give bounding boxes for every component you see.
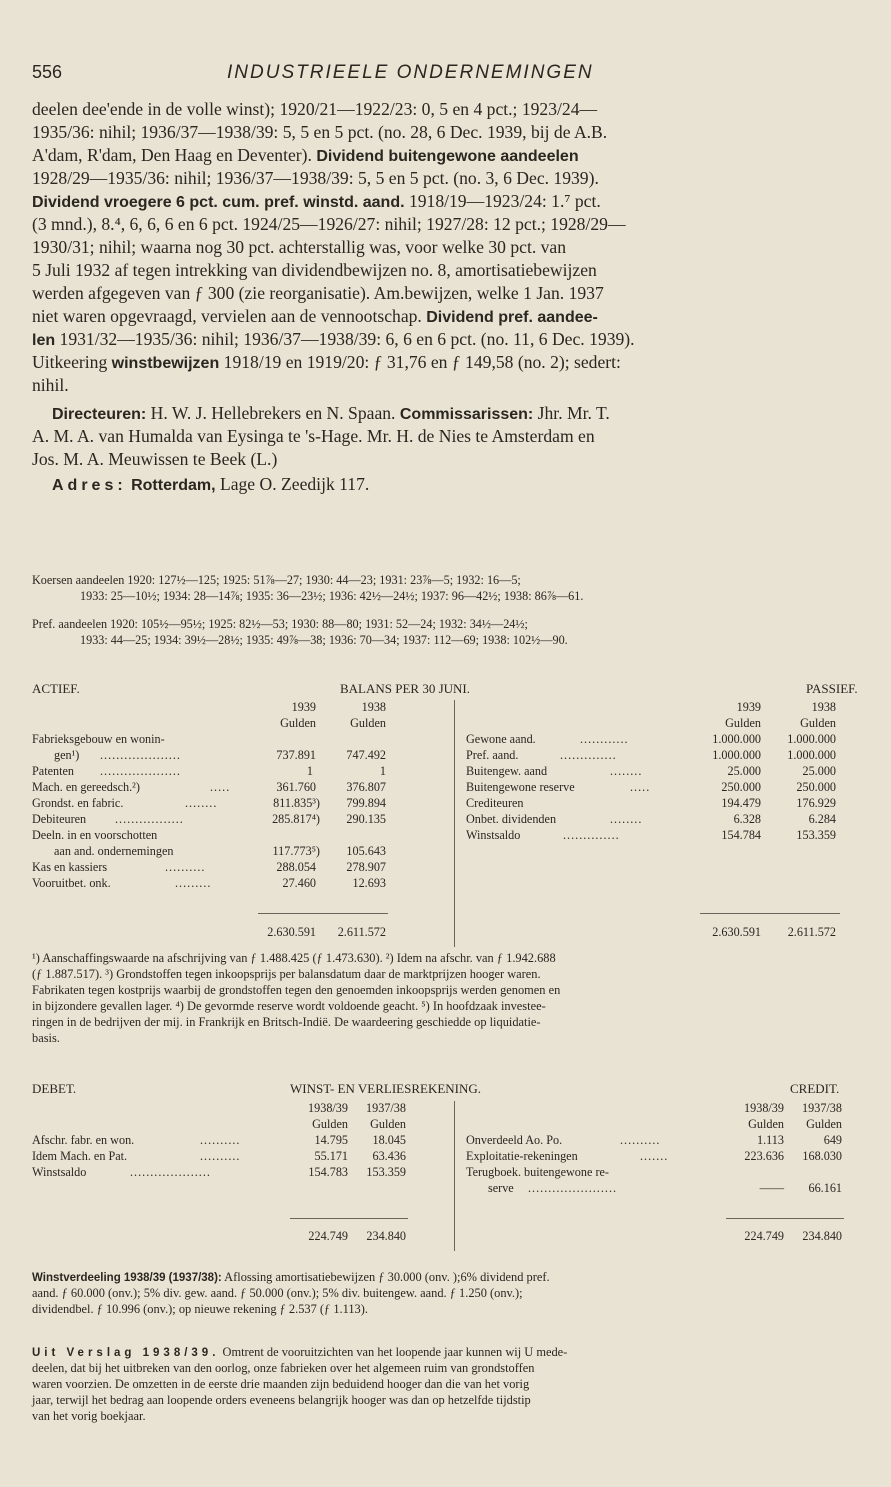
running-title: INDUSTRIEELE ONDERNEMINGEN bbox=[227, 62, 594, 83]
asset-value: 747.492 bbox=[346, 748, 386, 762]
total-value: 2.611.572 bbox=[337, 925, 386, 939]
credit-label: Onverdeeld Ao. Po. bbox=[466, 1133, 563, 1147]
unit-col: Gulden bbox=[748, 1117, 784, 1131]
liability-value: 6.328 bbox=[733, 812, 761, 826]
asset-value: 811.835³) bbox=[273, 796, 320, 810]
text-line: len 1931/32—1935/36: nihil; 1936/37—1938/39: 6, 6 en 6 pct. (no. 11, 6 Dec. 1939). bbox=[32, 329, 635, 349]
credit-value: 223.636 bbox=[744, 1149, 784, 1163]
asset-value: 376.807 bbox=[346, 780, 386, 794]
debit-value: 14.795 bbox=[314, 1133, 348, 1147]
unit-col: Gulden bbox=[725, 716, 761, 730]
liability-value: 25.000 bbox=[727, 764, 761, 778]
year-col: 1939 bbox=[736, 700, 761, 714]
credit-label: serve bbox=[488, 1181, 514, 1195]
winstverdeeling-line: dividendbel. ƒ 10.996 (onv.); op nieuwe rekening ƒ 2.537 (ƒ 1.113). bbox=[32, 1302, 368, 1316]
footnote-line: ringen in de bedrijven der mij. in Frankrijk en Britsch-Indië. De waardeering geschiedde op liquidatie- bbox=[32, 1015, 541, 1029]
liability-value: 1.000.000 bbox=[787, 748, 836, 762]
text-line: A'dam, R'dam, Den Haag en Deventer). Dividend buitengewone aandeelen bbox=[32, 145, 579, 165]
total-rule bbox=[700, 913, 840, 914]
koersen-line: 1933: 44—25; 1934: 39½—28½; 1935: 49⅞—38; 1936: 70—34; 1937: 112—69; 1938: 102½—90. bbox=[80, 633, 568, 647]
liability-value: 6.284 bbox=[808, 812, 836, 826]
credit-value: 649 bbox=[823, 1133, 842, 1147]
text-line: Uitkeering winstbewijzen 1918/19 en 1919/20: ƒ 31,76 en ƒ 149,58 (no. 2); sedert: bbox=[32, 352, 621, 372]
address-line: Adres: Rotterdam, Lage O. Zeedijk 117. bbox=[52, 474, 370, 494]
credit-value: 66.161 bbox=[808, 1181, 842, 1195]
page-header bbox=[32, 62, 859, 88]
liability-label: Crediteuren bbox=[466, 796, 524, 810]
liability-label: Buitengewone reserve bbox=[466, 780, 575, 794]
year-col: 1938/39 bbox=[308, 1101, 348, 1115]
total-value: 2.611.572 bbox=[787, 925, 836, 939]
text-line: Jos. M. A. Meuwissen te Beek (L.) bbox=[32, 449, 278, 469]
text-line: deelen dee'ende in de volle winst); 1920/21—1922/23: 0, 5 en 4 pct.; 1923/24— bbox=[32, 99, 598, 119]
asset-value: 737.891 bbox=[276, 748, 316, 762]
text-line: 5 Juli 1932 af tegen intrekking van dividendbewijzen no. 8, amortisatiebewijzen bbox=[32, 260, 597, 280]
total-rule bbox=[290, 1218, 408, 1219]
liability-value: 1.000.000 bbox=[712, 748, 761, 762]
debit-value: 63.436 bbox=[372, 1149, 406, 1163]
text-line: niet waren opgevraagd, vervielen aan de vennootschap. Dividend pref. aandee- bbox=[32, 306, 598, 326]
asset-label: Deeln. in en voorschotten bbox=[32, 828, 158, 842]
liability-value: 1.000.000 bbox=[712, 732, 761, 746]
total-value: 234.840 bbox=[366, 1229, 406, 1243]
asset-value: 288.054 bbox=[276, 860, 316, 874]
year-col: 1938/39 bbox=[744, 1101, 784, 1115]
asset-label: gen¹) bbox=[54, 748, 80, 762]
koersen-line: 1933: 25—10½; 1934: 28—14⅞; 1935: 36—23½; 1936: 42½—24½; 1937: 96—42½; 1938: 86⅞—61. bbox=[80, 589, 584, 603]
footnote-line: basis. bbox=[32, 1031, 60, 1045]
total-value: 2.630.591 bbox=[267, 925, 316, 939]
year-col: 1938 bbox=[361, 700, 386, 714]
asset-value: 1 bbox=[306, 764, 313, 778]
year-col: 1939 bbox=[291, 700, 316, 714]
asset-value: 799.894 bbox=[346, 796, 386, 810]
asset-value: 361.760 bbox=[276, 780, 316, 794]
unit-col: Gulden bbox=[806, 1117, 842, 1131]
text-line: (3 mnd.), 8.⁴, 6, 6, 6 en 6 pct. 1924/25—1926/27: nihil; 1927/28: 12 pct.; 1928/29— bbox=[32, 214, 626, 234]
actief-heading: ACTIEF. bbox=[32, 681, 80, 696]
liability-value: 153.359 bbox=[796, 828, 836, 842]
verslag-line: jaar, terwijl het bedrag aan loopende orders eveneens belangrijk hooger was dan op hetzelfde tijdstip bbox=[32, 1393, 531, 1407]
credit-value: 168.030 bbox=[802, 1149, 842, 1163]
liability-value: 176.929 bbox=[796, 796, 836, 810]
debit-value: 55.171 bbox=[314, 1149, 348, 1163]
text-line: 1935/36: nihil; 1936/37—1938/39: 5, 5 en 5 pct. (no. 28, 6 Dec. 1939, bij de A.B. bbox=[32, 122, 608, 142]
debit-value: 18.045 bbox=[372, 1133, 406, 1147]
winst-title: WINST- EN VERLIESREKENING. bbox=[290, 1081, 482, 1096]
text-line: 1928/29—1935/36: nihil; 1936/37—1938/39: 5, 5 en 5 pct. (no. 3, 6 Dec. 1939). bbox=[32, 168, 599, 188]
debit-value: 154.783 bbox=[308, 1165, 348, 1179]
liability-label: Gewone aand. bbox=[466, 732, 536, 746]
book-page: 556 INDUSTRIEELE ONDERNEMINGEN deelen dee'ende in de volle winst); 1920/21—1922/23: 0, 5 en 4 pct.; 1923/24— 1935/36: nihil; 1936/37—1938/39: 5, 5 en 5 pct. (no. 28, 6 Dec. 1939, bij de A.B. A'dam, R'dam, Den Haag en Deventer). Dividend buitengewone aandeelen 1928/29—1935/36: nihil; 1936/37—1938/39: 5, 5 en 5 pct. (no. 3, 6 Dec. 1939). Dividend vroegere 6 pct. cum. pref. winstd. aand. 1918/19—1923/24: 1.⁷ pct. (3 mnd.), 8.⁴, 6, 6, 6 en 6 pct. 1924/25—1926/27: nihil; 1927/28: 12 pct.; 1928/29— 1930/31; nihil; waarna nog 30 pct. achterstallig was, voor welke 30 pct. van 5 Juli 1932 af tegen intrekking van dividendbewijzen no. 8, amortisatiebewijzen werden afgegeven van ƒ 300 (zie reorganisatie). Am.bewijzen, welke 1 Jan. 1937 niet waren opgevraagd, vervielen aan de vennootschap. Dividend pref. aandee- len 1931/32—1935/36: nihil; 1936/37—1938/39: 6, 6 en 6 pct. (no. 11, 6 Dec. 1939). Uitkeering winstbewijzen 1918/19 en 1919/20: ƒ 31,76 en ƒ 149,58 (no. 2); sedert: nihil. Directeuren: H. W. J. Hellebrekers en N. Spaan. Commissarissen: Jhr. Mr. T. A. M. A. van Humalda van Eysinga te 's-Hage. Mr. H. de Nies te Amsterdam en Jos. M. A. Meuwissen te Beek (L.) Adres: Rotterdam, Lage O. Zeedijk 117. Koersen aandeelen 1920: 127½—125; 1925: 51⅞—27; 1930: 44—23; 1931: 23⅞—5; 1932: 16—5; 1933: 25—10½; 1934: 28—14⅞; 1935: 36—23½; 1936: 42½—24½; 1937: 96—42½; 1938: 86⅞—61. Pref. aandeelen 1920: 105½—95½; 1925: 82½—53; 1930: 88—80; 1931: 52—24; 1932: 34½—24½; 1933: 44—25; 1934: 39½—28½; 1935: 49⅞—38; 1936: 70—34; 1937: 112—69; 1938: 102½—90. ACTIEF. BALANS PER 30 JUNI. PASSIEF. 1939 1938 1939 1938 Gulden Gulden Gulden Gulden Fabrieksgebouw en wonin- gen¹) .................... 737.891 747.492 Patenten .................... 1 1 Mach. en gereedsch.²) ..... 361.760 376.807 Grondst. en fabric. ........ 811.835³) 799.894 Debiteuren ................. 285.817⁴) 290.135 Deeln. in en voorschotten aan and. ondernemingen 117.773⁵) 105.643 Kas en kassiers .......... 288.054 278.907 Vooruitbet. onk. ......... 27.460 12.693 Gewone aand. ............ 1.000.000 1.000.000 Pref. aand. .............. 1.000.000 1.000.000 Buitengew. aand ........ 25.000 25.000 Buitengewone reserve ..... 250.000 250.000 Crediteuren 194.479 176.929 Onbet. dividenden ........ 6.328 6.284 Winstsaldo .............. 154.784 153.359 2.630.591 2.611.572 2.630.591 2.611.572 ¹) Aanschaffingswaarde na afschrijving van ƒ 1.488.425 (ƒ 1.473.630). ²) Idem na afschr. van ƒ 1.942.688 (ƒ 1.887.517). ³) Grondstoffen tegen inkoopsprijs per balansdatum daar de marktprijzen hooger waren. Fabrikaten tegen kostprijs waarbij de grondstoffen tegen den genoemden inkoopsprijs werden genomen en in bijzondere gevallen lager. ⁴) De gevormde reserve wordt voldoende geacht. ⁵) In hoofdzaak investee- ringen in de bedrijven der mij. in Frankrijk en Britsch-Indië. De waardeering geschiedde op liquidatie- basis. DEBET. WINST- EN VERLIESREKENING. CREDIT. 1938/39 1937/38 1938/39 1937/38 Gulden Gulden Gulden Gulden Afschr. fabr. en won. .......... 14.795 18.045 Idem Mach. en Pat. .......... 55.171 63.436 Winstsaldo .................... 154.783 153.359 Onverdeeld Ao. Po. .......... 1.113 649 Exploitatie-rekeningen ....... 223.636 168.030 Terugboek. buitengewone re- serve ...................... —— 66.161 224.749 234.840 224.749 234.840 Winstverdeeling 1938/39 (1937/38): Aflossing amortisatiebewijzen ƒ 30.000 (onv. );6% dividend pref. aand. ƒ 60.000 (onv.); 5% div. gew. aand. ƒ 50.000 (onv.); 5% div. buitengew. aand. ƒ 1.250 (onv.); dividendbel. ƒ 10.996 (onv.); op nieuwe rekening ƒ 2.537 (ƒ 1.113). Uit Verslag 1938/39. Omtrent de vooruitzichten van het loopende jaar kunnen wij U mede- deelen, dat bij het uitbreken van den oorlog, onze fabrieken over het algemeen ruim van grondstoffen waren voorzien. De omzetten in de eerste drie maanden zijn beduidend hooger dan die van het vorig jaar, terwijl het bedrag aan loopende orders eveneens belangrijk hooger was dan op hetzelfde tijdstip van het vorig boekjaar. bbox=[0, 0, 891, 1487]
text-line: 1930/31; nihil; waarna nog 30 pct. achterstallig was, voor welke 30 pct. van bbox=[32, 237, 567, 257]
verslag-line: deelen, dat bij het uitbreken van den oorlog, onze fabrieken over het algemeen ruim van grondstoffen bbox=[32, 1361, 535, 1375]
debit-label: Idem Mach. en Pat. bbox=[32, 1149, 128, 1163]
passief-heading: PASSIEF. bbox=[806, 681, 858, 696]
debit-label: Winstsaldo bbox=[32, 1165, 87, 1179]
liability-value: 194.479 bbox=[721, 796, 761, 810]
liability-label: Buitengew. aand bbox=[466, 764, 548, 778]
text-line: A. M. A. van Humalda van Eysinga te 's-Hage. Mr. H. de Nies te Amsterdam en bbox=[32, 426, 595, 446]
debet-heading: DEBET. bbox=[32, 1081, 77, 1096]
credit-label: Terugboek. buitengewone re- bbox=[466, 1165, 609, 1179]
winstverdeeling-line: aand. ƒ 60.000 (onv.); 5% div. gew. aand. ƒ 50.000 (onv.); 5% div. buitengew. aand. ƒ 1.250 (onv.); bbox=[32, 1286, 523, 1300]
page-number: 556 bbox=[32, 62, 63, 82]
total-rule bbox=[258, 913, 388, 914]
asset-label: Patenten bbox=[32, 764, 74, 778]
asset-value: 290.135 bbox=[346, 812, 386, 826]
asset-value: 278.907 bbox=[346, 860, 386, 874]
footnote-line: Fabrikaten tegen kostprijs waarbij de grondstoffen tegen den genoemden inkoopsprijs werden genomen en bbox=[32, 983, 561, 997]
asset-value: 285.817⁴) bbox=[272, 812, 320, 826]
asset-label: Kas en kassiers bbox=[32, 860, 108, 874]
credit-value: —— bbox=[759, 1181, 784, 1195]
asset-label: Debiteuren bbox=[32, 812, 87, 826]
total-value: 2.630.591 bbox=[712, 925, 761, 939]
footnote-line: in bijzondere gevallen lager. ⁴) De gevormde reserve wordt voldoende geacht. ⁵) In hoofdzaak investee- bbox=[32, 999, 546, 1013]
year-col: 1937/38 bbox=[802, 1101, 842, 1115]
asset-label: Mach. en gereedsch.²) bbox=[32, 780, 140, 794]
total-rule bbox=[726, 1218, 844, 1219]
liability-value: 1.000.000 bbox=[787, 732, 836, 746]
total-value: 224.749 bbox=[308, 1229, 348, 1243]
liability-label: Winstsaldo bbox=[466, 828, 521, 842]
liability-value: 250.000 bbox=[721, 780, 761, 794]
liability-value: 250.000 bbox=[796, 780, 836, 794]
debit-value: 153.359 bbox=[366, 1165, 406, 1179]
asset-value: 105.643 bbox=[346, 844, 386, 858]
text-line: nihil. bbox=[32, 375, 69, 395]
koersen-line: Koersen aandeelen 1920: 127½—125; 1925: 51⅞—27; 1930: 44—23; 1931: 23⅞—5; 1932: 16—5; bbox=[32, 573, 521, 587]
asset-label: Vooruitbet. onk. bbox=[32, 876, 111, 890]
liability-label: Onbet. dividenden bbox=[466, 812, 557, 826]
unit-col: Gulden bbox=[800, 716, 836, 730]
footnote-line: (ƒ 1.887.517). ³) Grondstoffen tegen inkoopsprijs per balansdatum daar de marktprijzen hooger waren. bbox=[32, 967, 541, 981]
unit-col: Gulden bbox=[280, 716, 316, 730]
unit-col: Gulden bbox=[350, 716, 386, 730]
column-divider bbox=[454, 1101, 455, 1251]
directors-line: Directeuren: H. W. J. Hellebrekers en N. Spaan. Commissarissen: Jhr. Mr. T. bbox=[52, 403, 610, 423]
footnote-line: ¹) Aanschaffingswaarde na afschrijving van ƒ 1.488.425 (ƒ 1.473.630). ²) Idem na afschr. van ƒ 1.942.688 bbox=[32, 951, 556, 965]
verslag-line: van het vorig boekjaar. bbox=[32, 1409, 146, 1423]
year-col: 1938 bbox=[811, 700, 836, 714]
credit-label: Exploitatie-rekeningen bbox=[466, 1149, 578, 1163]
text-line: Dividend vroegere 6 pct. cum. pref. winstd. aand. 1918/19—1923/24: 1.⁷ pct. bbox=[32, 191, 601, 211]
credit-heading: CREDIT. bbox=[790, 1081, 840, 1096]
column-divider bbox=[454, 700, 455, 947]
liability-value: 154.784 bbox=[721, 828, 761, 842]
asset-value: 12.693 bbox=[352, 876, 386, 890]
asset-value: 27.460 bbox=[282, 876, 316, 890]
credit-value: 1.113 bbox=[757, 1133, 784, 1147]
total-value: 224.749 bbox=[744, 1229, 784, 1243]
verslag-line: waren voorzien. De omzetten in de eerste drie maanden zijn beduidend hooger dan die van het vorig bbox=[32, 1377, 530, 1391]
year-col: 1937/38 bbox=[366, 1101, 406, 1115]
unit-col: Gulden bbox=[370, 1117, 406, 1131]
winstverdeeling-line: Winstverdeeling 1938/39 (1937/38): Aflossing amortisatiebewijzen ƒ 30.000 (onv. );6% dividend pref. bbox=[32, 1270, 550, 1284]
liability-value: 25.000 bbox=[802, 764, 836, 778]
asset-label: aan and. ondernemingen bbox=[54, 844, 174, 858]
debit-label: Afschr. fabr. en won. bbox=[32, 1133, 135, 1147]
verslag-line: Uit Verslag 1938/39. Omtrent de vooruitzichten van het loopende jaar kunnen wij U mede- bbox=[32, 1345, 568, 1359]
koersen-line: Pref. aandeelen 1920: 105½—95½; 1925: 82½—53; 1930: 88—80; 1931: 52—24; 1932: 34½—24½; bbox=[32, 617, 528, 631]
asset-label: Fabrieksgebouw en wonin- bbox=[32, 732, 165, 746]
text-line: werden afgegeven van ƒ 300 (zie reorganisatie). Am.bewijzen, welke 1 Jan. 1937 bbox=[32, 283, 604, 303]
unit-col: Gulden bbox=[312, 1117, 348, 1131]
liability-label: Pref. aand. bbox=[466, 748, 519, 762]
balans-title: BALANS PER 30 JUNI. bbox=[340, 681, 471, 696]
asset-label: Grondst. en fabric. bbox=[32, 796, 124, 810]
asset-value: 1 bbox=[379, 764, 386, 778]
total-value: 234.840 bbox=[802, 1229, 842, 1243]
asset-value: 117.773⁵) bbox=[272, 844, 320, 858]
